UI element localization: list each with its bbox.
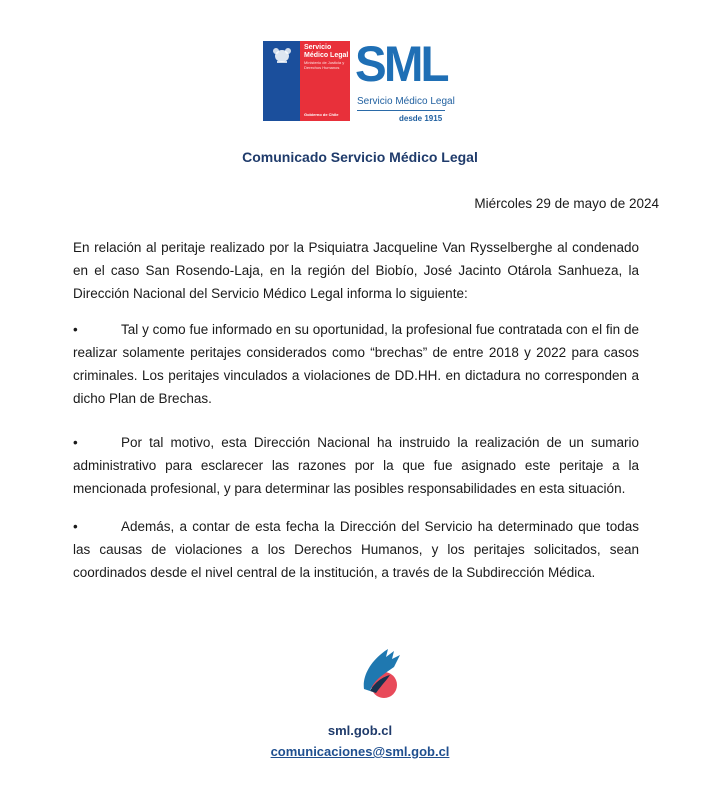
gob-logo-footer: Gobierno de Chile	[304, 112, 339, 117]
bullet-marker: •	[73, 322, 78, 337]
coat-of-arms-icon	[271, 45, 293, 65]
intro-paragraph: En relación al peritaje realizado por la Psiquiatra Jacqueline Van Rysselberghe al condenado en el caso San Rosendo-Laja, en la región del Biobío, José Jacinto Otárola Sanhueza, la Dirección Nacional del Servicio Médico Legal informa lo siguiente:	[73, 240, 639, 301]
email-contact	[0, 744, 720, 759]
bullet-text: Además, a contar de esta fecha la Dirección del Servicio ha determinado que todas las causas de violaciones a los Derechos Humanos, y los peritajes solicitados, sean coordinados desde el nivel central de la institución, a través de la Subdirección Médica.	[73, 519, 639, 580]
bullet-marker: •	[73, 435, 78, 450]
sml-logo-divider	[357, 110, 445, 111]
bullet-marker: •	[73, 519, 78, 534]
sml-logo-acronym: SML	[355, 36, 447, 92]
bullet-paragraph-3	[73, 515, 639, 584]
gobierno-de-chile-logo	[263, 41, 350, 121]
gob-logo-line2: Médico Legal	[304, 52, 349, 59]
gob-logo-ministry: Ministerio de Justicia y Derechos Humanos	[304, 60, 345, 70]
bullet-paragraph-1	[73, 318, 639, 410]
header-logos	[263, 36, 455, 127]
document-title: Comunicado Servicio Médico Legal	[242, 149, 478, 165]
sml-logo-name: Servicio Médico Legal	[357, 96, 455, 107]
bullet-paragraph-2	[73, 431, 639, 500]
sml-emblem-icon	[358, 645, 406, 700]
email-link[interactable]: comunicaciones@sml.gob.cl	[270, 744, 450, 759]
gob-logo-line1: Servicio	[304, 44, 332, 51]
sml-logo	[355, 36, 455, 127]
website-link[interactable]: sml.gob.cl	[327, 723, 393, 738]
bullet-text: Por tal motivo, esta Dirección Nacional ha instruido la realización de un sumario administrativo para esclarecer las razones por la que fue asignado este peritaje a la mencionada profesional, y para determinar las posibles responsabilidades en esta situación.	[73, 435, 639, 496]
sml-logo-since: desde 1915	[399, 114, 443, 123]
document-date: Miércoles 29 de mayo de 2024	[474, 196, 659, 211]
bullet-text: Tal y como fue informado en su oportunidad, la profesional fue contratada con el fin de realizar solamente peritajes considerados como “brechas” de entre 2018 y 2022 para casos criminales. Los peritajes vinculados a violaciones de DD.HH. en dictadura no corresponden a dicho Plan de Brechas.	[73, 322, 639, 406]
gob-logo-title	[304, 44, 348, 60]
